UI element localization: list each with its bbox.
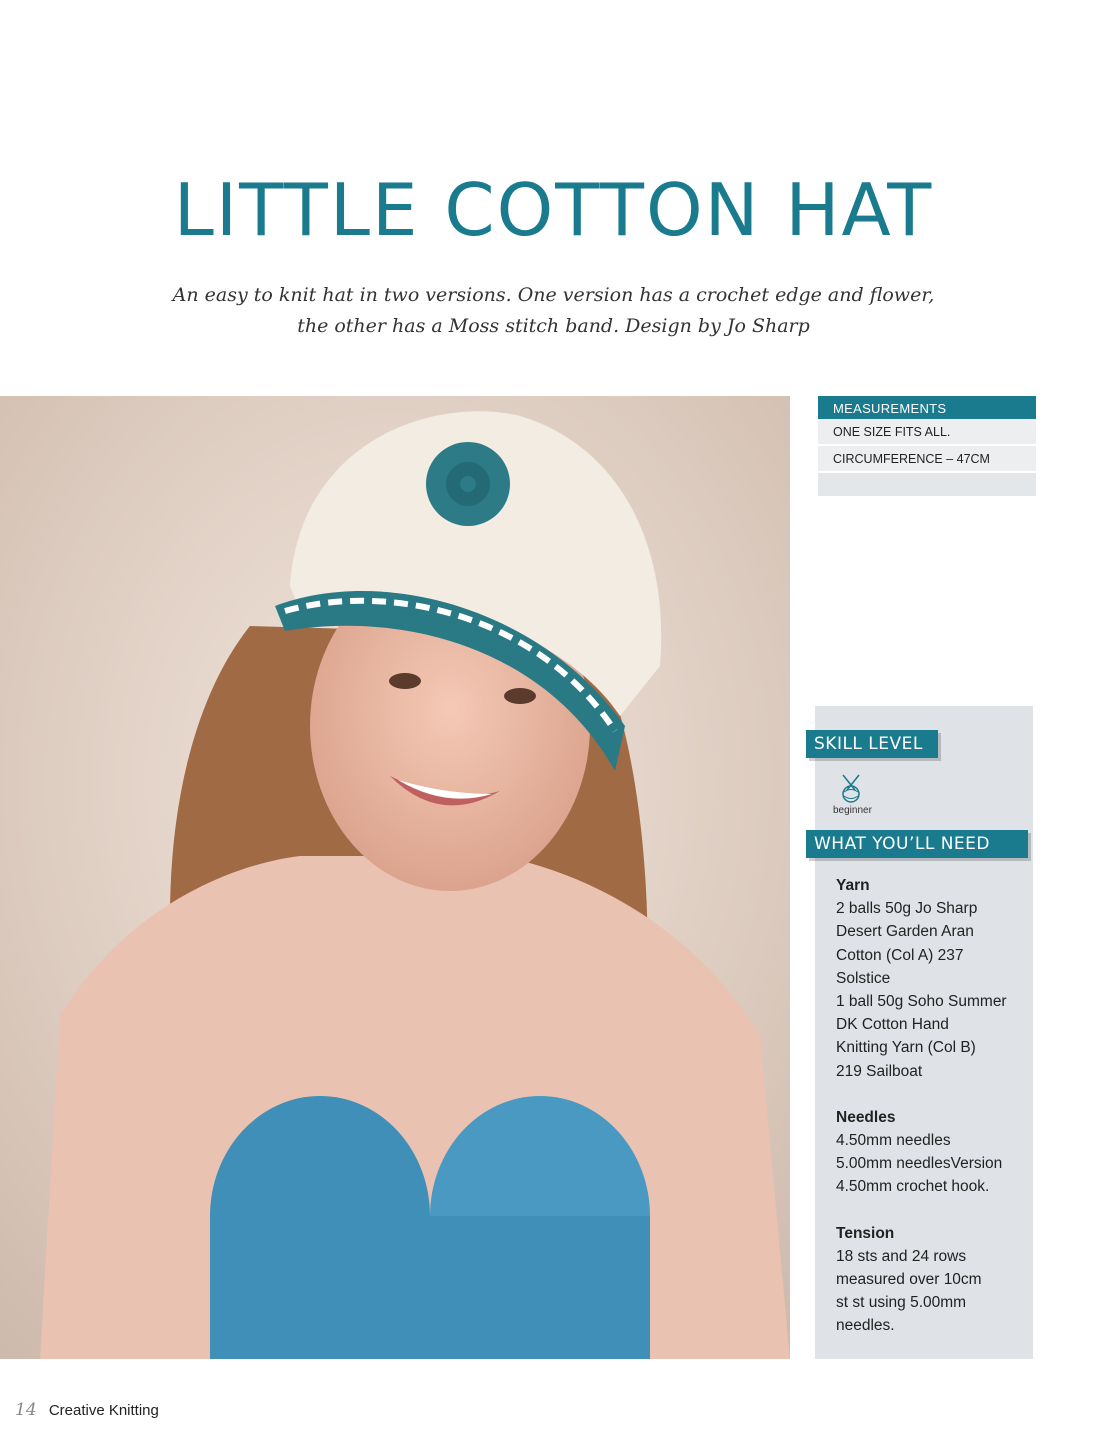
needles-line: 4.50mm needles [836,1132,951,1150]
needles-heading: Needles [836,1108,896,1126]
tension-heading: Tension [836,1224,895,1242]
yarn-line: Cotton (Col A) 237 [836,946,964,964]
skill-level-label: beginner [833,805,872,816]
magazine-name: Creative Knitting [48,1402,159,1419]
what-you-need-heading: WHAT YOU’LL NEED [806,830,1028,858]
skill-level-heading: SKILL LEVEL [806,730,938,758]
measurement-row: ONE SIZE FITS ALL. [818,419,1036,446]
yarn-line: 1 ball 50g Soho Summer [836,993,1007,1011]
tension-line: 18 sts and 24 rows [836,1247,967,1265]
yarn-line: 219 Sailboat [836,1062,923,1080]
yarn-line: 2 balls 50g Jo Sharp [836,900,978,918]
measurements-heading: MEASUREMENTS [818,396,1036,419]
page-footer [15,1400,159,1420]
intro-line: An easy to knit hat in two versions. One version has a crochet edge and flower, [172,284,935,306]
child-wearing-hat-image [0,396,790,1359]
yarn-heading: Yarn [836,877,870,894]
measurement-row: CIRCUMFERENCE – 47CM [818,446,1036,473]
yarn-line: Solstice [836,969,891,987]
yarn-section [836,874,1031,1083]
tension-line: needles. [836,1317,895,1335]
intro-text [150,280,957,342]
tension-line: st st using 5.00mm [836,1294,967,1312]
materials-list [836,874,1031,1361]
page-number: 14 [15,1400,37,1420]
yarn-line: DK Cotton Hand [836,1016,949,1034]
needles-line: 5.00mm needlesVersion [836,1155,1003,1173]
needles-section [836,1106,1031,1199]
tension-line: measured over 10cm [836,1271,982,1289]
needles-line: 4.50mm crochet hook. [836,1178,990,1196]
tension-section [836,1222,1031,1338]
measurements-box [818,396,1036,496]
hero-photo [0,396,790,1359]
yarn-line: Knitting Yarn (Col B) [836,1039,976,1057]
intro-line: the other has a Moss stitch band. Design by Jo Sharp [297,315,810,337]
yarn-line: Desert Garden Aran [836,923,974,941]
page-title: LITTLE COTTON HAT [173,168,934,252]
